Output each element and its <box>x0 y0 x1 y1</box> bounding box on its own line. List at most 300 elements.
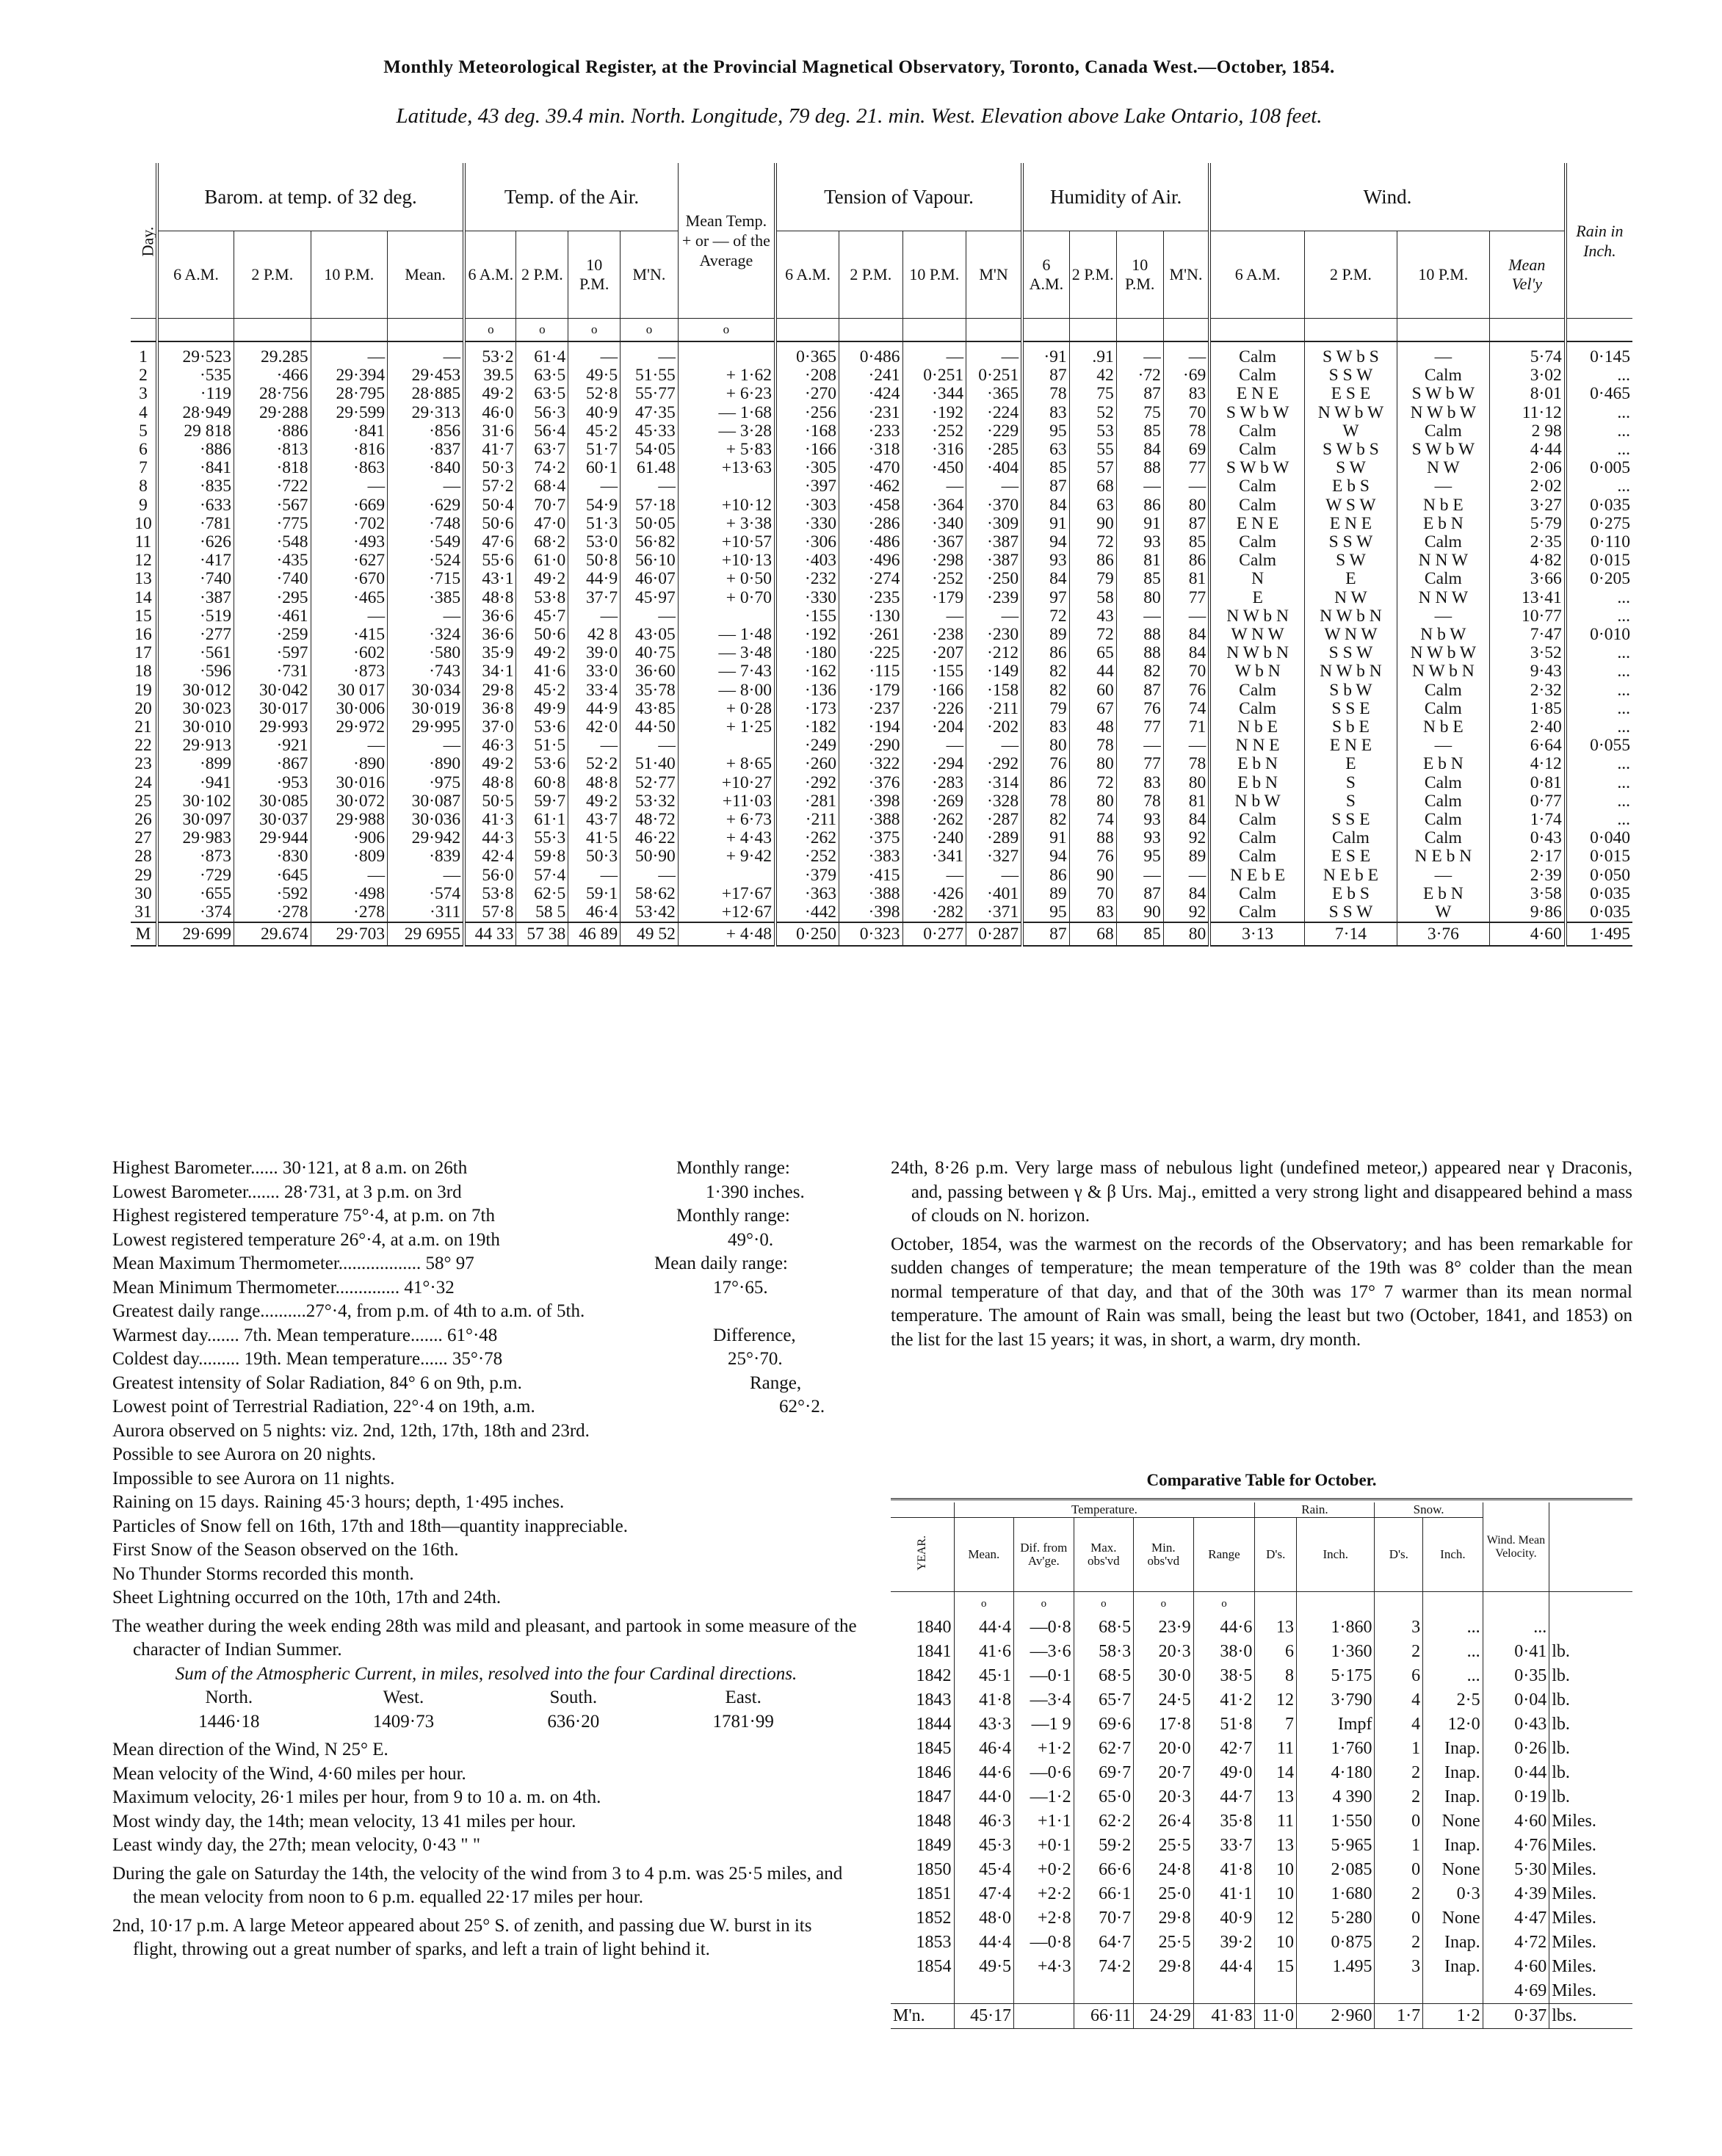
wind-velocity-cell: 2·39 <box>1489 867 1565 885</box>
mean-mean-cell <box>954 1979 1014 2004</box>
wind-2pm-cell: S S W <box>1305 533 1397 551</box>
barom-mean-cell: ·975 <box>388 774 465 792</box>
humidity-6am-cell: 94 <box>1022 533 1069 551</box>
vapour-2pm-cell: ·179 <box>839 681 903 700</box>
rain-cell: ... <box>1566 477 1632 496</box>
humidity-2pm-cell: 80 <box>1069 755 1116 773</box>
temp-mean-cell: 53·32 <box>621 792 679 811</box>
wind-velocity-cell: 1·85 <box>1489 700 1565 718</box>
wind-velocity-cell: 9·86 <box>1489 903 1565 922</box>
vapour-6am-cell: ·155 <box>775 607 839 626</box>
humidity-2pm-cell: 55 <box>1069 441 1116 459</box>
day-row <box>131 885 1632 903</box>
wind-6am-cell: Calm <box>1209 885 1304 903</box>
rain-days-cell: 11 <box>1255 1737 1297 1761</box>
rain-cell: 0·015 <box>1566 551 1632 570</box>
least-windy-day: Least windy day, the 27th; mean velocity, 0·43 " " <box>112 1835 481 1855</box>
barom-mean-cell: — <box>388 737 465 755</box>
year-mean-cell: M'n. <box>891 2004 954 2029</box>
wind-2pm-cell: S W <box>1305 459 1397 477</box>
temp-mean-cell: 57·18 <box>621 496 679 515</box>
day-row <box>131 385 1632 403</box>
temp-10pm-cell: 59·1 <box>568 885 621 903</box>
temp-6am-cell: 35·9 <box>464 644 516 662</box>
wind-6am-cell: E b N <box>1209 774 1304 792</box>
humidity-10pm-cell: 82 <box>1116 662 1163 681</box>
humidity-6am-cell: ·91 <box>1022 341 1069 366</box>
day-row <box>131 847 1632 866</box>
humidity-mean-cell: 78 <box>1163 422 1209 441</box>
rain-header: Rain in Inch. <box>1566 163 1632 319</box>
temp-10pm-cell: 49·2 <box>568 792 621 811</box>
humidity-6am-cell: 91 <box>1022 515 1069 533</box>
meteorological-register-table <box>131 163 1632 947</box>
mean-temp-diff-cell <box>678 867 775 885</box>
highest-barometer: Highest Barometer...... 30·121, at 8 a.m. on 26th <box>112 1158 468 1178</box>
temp-10pm-cell: — <box>568 341 621 366</box>
temp-6am-cell: 43·1 <box>464 570 516 588</box>
mean-cell: 46·4 <box>954 1737 1014 1761</box>
max-mean-cell <box>1074 1979 1134 2004</box>
temp-6am-cell: 53·2 <box>464 341 516 366</box>
barom-6am-mean-cell: 29·699 <box>157 922 234 946</box>
rain-cell: 0·055 <box>1566 737 1632 755</box>
humidity-2pm-cell: 67 <box>1069 700 1116 718</box>
temp-2pm-cell: 61·0 <box>516 551 568 570</box>
snow-days-cell: 1 <box>1375 1737 1423 1761</box>
aurora-observed: Aurora observed on 5 nights: viz. 2nd, 12th, 17th, 18th and 23rd. <box>112 1420 590 1441</box>
page-title: Monthly Meteorological Register, at the Provincial Magnetical Observatory, Toronto, Canada West.—October, 1854. <box>383 57 1335 77</box>
temp-mean-cell: 56·82 <box>621 533 679 551</box>
humidity-6am-cell: 86 <box>1022 867 1069 885</box>
wind-10pm-cell: Calm <box>1397 570 1489 588</box>
wind-velocity-cell: 3·58 <box>1489 885 1565 903</box>
temp-mean-cell: — <box>621 737 679 755</box>
mean-temp-diff-cell: +17·67 <box>678 885 775 903</box>
diff-cell: +0·2 <box>1014 1858 1074 1882</box>
wind-velocity-cell: 2·02 <box>1489 477 1565 496</box>
temp-mean-cell: 45·33 <box>621 422 679 441</box>
diff-cell: —1·2 <box>1014 1785 1074 1809</box>
summary-notes-left <box>112 1157 860 1962</box>
snow-days-mean-cell <box>1375 1979 1423 2004</box>
vapour-6am-cell: ·363 <box>775 885 839 903</box>
wind-unit-mean-cell: Miles. <box>1549 1979 1632 2004</box>
temp-mean-cell: 48·72 <box>621 811 679 829</box>
diff-cell: —3·6 <box>1014 1640 1074 1664</box>
wind-velocity-cell: 5·74 <box>1489 341 1565 366</box>
wind-6am-cell: Calm <box>1209 681 1304 700</box>
humidity-mean-cell: 89 <box>1163 847 1209 866</box>
vapour-2pm-cell: ·237 <box>839 700 903 718</box>
wind-unit-cell: Miles. <box>1549 1906 1632 1931</box>
humidity-2pm-mean-cell: 68 <box>1069 922 1116 946</box>
temp-6am-cell: 36·6 <box>464 607 516 626</box>
vapour-mean-cell: ·327 <box>966 847 1022 866</box>
mean-temp-diff-cell: — 1·68 <box>678 404 775 422</box>
rain-inches-cell: Impf <box>1297 1712 1375 1737</box>
wind-10pm-cell: N W b W <box>1397 404 1489 422</box>
wind-velocity-cell: 2·32 <box>1489 681 1565 700</box>
barom-10pm-cell: ·498 <box>311 885 388 903</box>
barom-6am-cell: ·535 <box>157 366 234 385</box>
humidity-2pm-cell: 72 <box>1069 774 1116 792</box>
wind-2pm-cell: S W b S <box>1305 441 1397 459</box>
diff-cell: +0·1 <box>1014 1834 1074 1858</box>
vapour-2pm-cell: ·388 <box>839 885 903 903</box>
temp-2pm-cell: 74·2 <box>516 459 568 477</box>
vapour-mean-cell: ·309 <box>966 515 1022 533</box>
humidity-6am-cell: 82 <box>1022 811 1069 829</box>
vapour-mean-cell: ·314 <box>966 774 1022 792</box>
wind-6am-cell: N <box>1209 570 1304 588</box>
year-row <box>891 1664 1632 1688</box>
humidity-2pm-cell: 65 <box>1069 644 1116 662</box>
humidity-10pm-cell: 81 <box>1116 551 1163 570</box>
wind-6am-cell: Calm <box>1209 551 1304 570</box>
day-row <box>131 644 1632 662</box>
vapour-10pm-cell: — <box>902 867 966 885</box>
wind-2pm-cell: W <box>1305 422 1397 441</box>
barom-2pm-cell: 29·288 <box>234 404 311 422</box>
temp-2pm-cell: 62·5 <box>516 885 568 903</box>
vapour-10pm-cell: ·207 <box>902 644 966 662</box>
vapour-10pm-cell: — <box>902 737 966 755</box>
mean-minimum: Mean Minimum Thermometer.............. 41°·32 <box>112 1277 455 1298</box>
vapour-6am-header: 6 A.M. <box>775 231 839 319</box>
range-cell: 42·7 <box>1193 1737 1255 1761</box>
vapour-10pm-cell: — <box>902 341 966 366</box>
wind-10pm-cell: N b E <box>1397 718 1489 737</box>
rain-cell: 0·010 <box>1566 626 1632 644</box>
day-row <box>131 404 1632 422</box>
temp-mean-cell: 45·97 <box>621 589 679 607</box>
temp-10pm-cell: 54·9 <box>568 496 621 515</box>
barom-6am-cell: 30·012 <box>157 681 234 700</box>
wind-velocity-header: Mean Vel'y <box>1489 231 1565 319</box>
vapour-2pm-cell: ·194 <box>839 718 903 737</box>
humidity-6am-cell: 82 <box>1022 662 1069 681</box>
humidity-2pm-cell: 60 <box>1069 681 1116 700</box>
wind-velocity-cell: 9·43 <box>1489 662 1565 681</box>
wind-unit-cell: lb. <box>1549 1761 1632 1785</box>
humidity-10pm-cell: 77 <box>1116 755 1163 773</box>
barom-2pm-cell: ·813 <box>234 441 311 459</box>
barom-10pm-cell: — <box>311 607 388 626</box>
barom-6am-cell: ·835 <box>157 477 234 496</box>
snow-inches-cell: Inap. <box>1423 1931 1483 1955</box>
vapour-10pm-cell: ·282 <box>902 903 966 922</box>
barom-6am-cell: 30·097 <box>157 811 234 829</box>
wind-group-header: Wind. Mean Velocity. <box>1483 1502 1549 1592</box>
temp-6am-cell: 56·0 <box>464 867 516 885</box>
wind-6am-cell: N b W <box>1209 792 1304 811</box>
vapour-10pm-cell: ·426 <box>902 885 966 903</box>
rain-days-cell: 12 <box>1255 1688 1297 1712</box>
mean-temp-diff-cell: + 8·65 <box>678 755 775 773</box>
barom-mean-cell: 30·087 <box>388 792 465 811</box>
vapour-2pm-cell: ·261 <box>839 626 903 644</box>
barom-mean-cell: ·574 <box>388 885 465 903</box>
year-row <box>891 1858 1632 1882</box>
day-cell: 1 <box>139 347 148 366</box>
humidity-10pm-cell: 83 <box>1116 774 1163 792</box>
year-row <box>891 1834 1632 1858</box>
atmospheric-current-heading: Sum of the Atmospheric Current, in miles, resolved into the four Cardinal directions. <box>175 1663 797 1684</box>
temp-mean-cell: 46·22 <box>621 829 679 847</box>
humidity-6am-cell: 72 <box>1022 607 1069 626</box>
barom-2pm-cell: ·731 <box>234 662 311 681</box>
wind-2pm-cell: S S W <box>1305 903 1397 922</box>
barom-6am-cell: 29·983 <box>157 829 234 847</box>
range-cell: 49·0 <box>1193 1761 1255 1785</box>
humidity-2pm-cell: 43 <box>1069 607 1116 626</box>
barom-6am-cell: ·740 <box>157 570 234 588</box>
barom-10pm-header: 10 P.M. <box>311 231 388 319</box>
wind-10pm-cell: E b N <box>1397 515 1489 533</box>
temp-6am-cell: 46·3 <box>464 737 516 755</box>
range-cell: 44·7 <box>1193 1785 1255 1809</box>
humidity-6am-cell: 80 <box>1022 737 1069 755</box>
vapour-mean-cell: ·387 <box>966 533 1022 551</box>
mean-temp-diff-cell: — 1·48 <box>678 626 775 644</box>
rain-cell: ... <box>1566 589 1632 607</box>
greatest-daily-range: Greatest daily range..........27°·4, from p.m. of 4th to a.m. of 5th. <box>112 1301 585 1321</box>
vapour-10pm-cell: ·316 <box>902 441 966 459</box>
rain-inches-cell: 5·280 <box>1297 1906 1375 1931</box>
vapour-mean-cell: ·292 <box>966 755 1022 773</box>
temp-6am-cell: 57·8 <box>464 903 516 922</box>
mean-header: Mean. <box>954 1518 1014 1592</box>
day-row <box>131 533 1632 551</box>
diff-mean-cell <box>1014 1979 1074 2004</box>
humidity-6am-header: 6 A.M. <box>1022 231 1069 319</box>
snow-inches-cell: ... <box>1423 1640 1483 1664</box>
barom-10pm-cell: 30·016 <box>311 774 388 792</box>
temp-mean-header: M'N. <box>621 231 679 319</box>
rain-cell: 0·035 <box>1566 885 1632 903</box>
barom-10pm-cell: ·415 <box>311 626 388 644</box>
vapour-6am-cell: ·168 <box>775 422 839 441</box>
wind-2pm-mean-cell: 7·14 <box>1305 922 1397 946</box>
most-windy-day: Most windy day, the 14th; mean velocity, 13 41 miles per hour. <box>112 1811 576 1831</box>
temp-2pm-cell: 63·5 <box>516 366 568 385</box>
humidity-mean-cell: 81 <box>1163 570 1209 588</box>
max-cell: 69·7 <box>1074 1761 1134 1785</box>
humidity-6am-cell: 83 <box>1022 718 1069 737</box>
barom-6am-cell: ·626 <box>157 533 234 551</box>
barom-mean-cell: ·580 <box>388 644 465 662</box>
vapour-6am-cell: ·162 <box>775 662 839 681</box>
diff-cell: +2·8 <box>1014 1906 1074 1931</box>
day-cell: 26 <box>134 811 152 830</box>
south-current: South. 636·20 <box>547 1687 600 1732</box>
wind-velocity-cell: ... <box>1483 1616 1549 1640</box>
wind-velocity-cell: 4·60 <box>1483 1809 1549 1834</box>
max-cell: 58·3 <box>1074 1640 1134 1664</box>
temp-2pm-cell: 51·5 <box>516 737 568 755</box>
temp-2pm-cell: 61·4 <box>516 341 568 366</box>
day-row <box>131 681 1632 700</box>
wind-10pm-cell: — <box>1397 607 1489 626</box>
temp-6am-cell: 49·2 <box>464 385 516 403</box>
barom-2pm-header: 2 P.M. <box>234 231 311 319</box>
wind-10pm-cell: Calm <box>1397 681 1489 700</box>
vapour-6am-cell: ·262 <box>775 829 839 847</box>
barom-2pm-cell: 29·993 <box>234 718 311 737</box>
rain-cell: ... <box>1566 662 1632 681</box>
temp-10pm-cell: 50·8 <box>568 551 621 570</box>
humidity-10pm-cell: 76 <box>1116 700 1163 718</box>
vapour-6am-cell: ·306 <box>775 533 839 551</box>
range-cell: 44·4 <box>1193 1955 1255 1979</box>
barom-6am-cell: ·277 <box>157 626 234 644</box>
temperature-group-header: Temp. of the Air. <box>464 163 678 231</box>
vapour-mean-cell: ·202 <box>966 718 1022 737</box>
wind-2pm-cell: E N E <box>1305 515 1397 533</box>
vapour-6am-cell: ·260 <box>775 755 839 773</box>
barom-6am-cell: ·561 <box>157 644 234 662</box>
day-row <box>131 551 1632 570</box>
barom-6am-cell: ·417 <box>157 551 234 570</box>
rain-cell: 0·040 <box>1566 829 1632 847</box>
mean-temp-diff-cell: + 6·73 <box>678 811 775 829</box>
snow-days-cell: 0 <box>1375 1809 1423 1834</box>
temp-2pm-cell: 56·4 <box>516 422 568 441</box>
year-cell: 1842 <box>916 1666 952 1685</box>
day-cell: 18 <box>134 662 152 681</box>
wind-10pm-cell: Calm <box>1397 366 1489 385</box>
wind-2pm-cell: E S E <box>1305 385 1397 403</box>
wind-10pm-cell: Calm <box>1397 829 1489 847</box>
temp-6am-cell: 34·1 <box>464 662 516 681</box>
wind-2pm-header: 2 P.M. <box>1305 231 1397 319</box>
humidity-2pm-cell: 90 <box>1069 867 1116 885</box>
temp-10pm-cell: 50·3 <box>568 847 621 866</box>
snow-days-cell: 2 <box>1375 1640 1423 1664</box>
diff-cell: —1 9 <box>1014 1712 1074 1737</box>
vapour-10pm-cell: ·341 <box>902 847 966 866</box>
barom-2pm-cell: ·740 <box>234 570 311 588</box>
vapour-10pm-cell: ·155 <box>902 662 966 681</box>
min-cell: 20·7 <box>1134 1761 1194 1785</box>
rain-days-cell: 10 <box>1255 1931 1297 1955</box>
humidity-10pm-mean-cell: 85 <box>1116 922 1163 946</box>
wind-velocity-cell: 0·26 <box>1483 1737 1549 1761</box>
wind-6am-cell: Calm <box>1209 441 1304 459</box>
temp-6am-cell: 47·6 <box>464 533 516 551</box>
barometer-group-header: Barom. at temp. of 32 deg. <box>157 163 464 231</box>
temp-10pm-cell: — <box>568 607 621 626</box>
barom-2pm-cell: ·818 <box>234 459 311 477</box>
vapour-6am-cell: ·136 <box>775 681 839 700</box>
temp-10pm-cell: 33·4 <box>568 681 621 700</box>
mean-temp-diff-cell: + 1·62 <box>678 366 775 385</box>
range-label: Range, <box>750 1372 802 1393</box>
wind-velocity-cell: 1·74 <box>1489 811 1565 829</box>
maximum-wind-velocity: Maximum velocity, 26·1 miles per hour, from 9 to 10 a. m. on 4th. <box>112 1787 601 1807</box>
year-row <box>891 1737 1632 1761</box>
vapour-2pm-mean-cell: 0·323 <box>839 922 903 946</box>
diff-cell: —0·1 <box>1014 1664 1074 1688</box>
vapour-2pm-cell: ·235 <box>839 589 903 607</box>
day-row <box>131 829 1632 847</box>
vapour-10pm-cell: ·226 <box>902 700 966 718</box>
humidity-mean-cell: 84 <box>1163 644 1209 662</box>
temp-mean-mean-cell: 49 52 <box>621 922 679 946</box>
barom-6am-cell: ·119 <box>157 385 234 403</box>
diff-mean-cell <box>1014 2004 1074 2029</box>
barom-2pm-cell: 29.285 <box>234 341 311 366</box>
year-cell: 1852 <box>916 1909 952 1928</box>
rain-days-cell: 11 <box>1255 1809 1297 1834</box>
wind-velocity-cell: 4·12 <box>1489 755 1565 773</box>
temp-10pm-cell: 60·1 <box>568 459 621 477</box>
humidity-mean-mean-cell: 80 <box>1163 922 1209 946</box>
wind-velocity-cell: 0·35 <box>1483 1664 1549 1688</box>
mean-cell: 45·4 <box>954 1858 1014 1882</box>
humidity-2pm-cell: 44 <box>1069 662 1116 681</box>
wind-velocity-cell: 2·17 <box>1489 847 1565 866</box>
min-cell: 26·4 <box>1134 1809 1194 1834</box>
warm-cold-summary <box>112 1324 860 1372</box>
day-row <box>131 607 1632 626</box>
humidity-mean-cell: ·69 <box>1163 366 1209 385</box>
day-row <box>131 811 1632 829</box>
range-cell: 51·8 <box>1193 1712 1255 1737</box>
monthly-range-value: 49°·0. <box>728 1229 774 1250</box>
temp-10pm-cell: 52·2 <box>568 755 621 773</box>
barom-10pm-cell: 29·394 <box>311 366 388 385</box>
year-cell: 1844 <box>916 1715 952 1734</box>
rain-days-cell: 13 <box>1255 1834 1297 1858</box>
vapour-10pm-cell: ·240 <box>902 829 966 847</box>
humidity-6am-cell: 86 <box>1022 774 1069 792</box>
wind-2pm-cell: W N W <box>1305 626 1397 644</box>
max-header: Max. obs'vd <box>1074 1518 1134 1592</box>
day-cell: 5 <box>139 422 148 441</box>
mean-temp-diff-cell <box>678 477 775 496</box>
barom-6am-cell: ·374 <box>157 903 234 922</box>
wind-6am-cell: Calm <box>1209 533 1304 551</box>
wind-10pm-header: 10 P.M. <box>1397 231 1489 319</box>
mean-temp-diff-cell: +13·63 <box>678 459 775 477</box>
barom-2pm-cell: ·886 <box>234 422 311 441</box>
temp-10pm-cell: 33·0 <box>568 662 621 681</box>
barom-mean-cell: 30·019 <box>388 700 465 718</box>
temp-6am-cell: 50·3 <box>464 459 516 477</box>
vapour-2pm-cell: ·424 <box>839 385 903 403</box>
snow-summary: Particles of Snow fell on 16th, 17th and 18th—quantity inappreciable. <box>112 1516 628 1536</box>
mean-temp-header: Mean Temp. + or — of the Average <box>678 163 775 319</box>
degree-mark: o <box>464 319 516 342</box>
temp-10pm-cell: 43·7 <box>568 811 621 829</box>
wind-2pm-cell: E <box>1305 755 1397 773</box>
barom-2pm-cell: ·567 <box>234 496 311 515</box>
humidity-mean-cell: — <box>1163 477 1209 496</box>
snow-days-cell: 3 <box>1375 1616 1423 1640</box>
mean-cell: 44·4 <box>954 1616 1014 1640</box>
vapour-6am-cell: ·330 <box>775 589 839 607</box>
humidity-6am-cell: 91 <box>1022 829 1069 847</box>
wind-6am-cell: Calm <box>1209 366 1304 385</box>
year-cell: 1841 <box>916 1642 952 1661</box>
wind-6am-cell: E b N <box>1209 755 1304 773</box>
year-cell: 1850 <box>916 1860 952 1879</box>
barom-2pm-cell: ·921 <box>234 737 311 755</box>
humidity-2pm-cell: 63 <box>1069 496 1116 515</box>
wind-unit-cell: lb. <box>1549 1785 1632 1809</box>
